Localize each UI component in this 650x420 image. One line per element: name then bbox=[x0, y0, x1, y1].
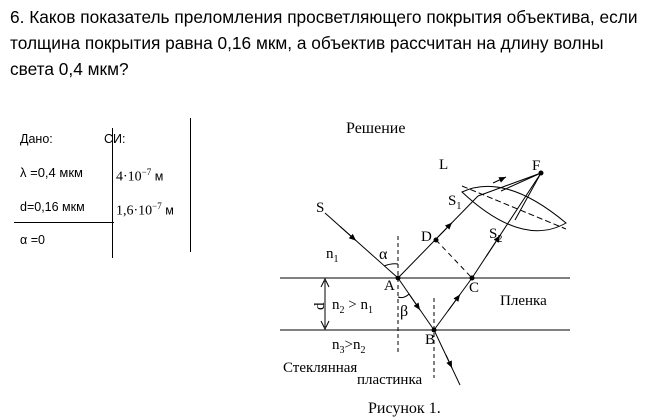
lens-axis bbox=[462, 186, 566, 229]
si-lambda: $4\cdot 10^{-7}$ м bbox=[116, 167, 164, 185]
label-n1: $n_1$ bbox=[326, 246, 339, 265]
label-film: Пленка bbox=[500, 293, 547, 309]
label-glass-2: пластинка bbox=[357, 372, 423, 388]
given-thickness: d=0,16 мкм bbox=[20, 200, 85, 214]
si-header: СИ: bbox=[104, 132, 126, 146]
given-lambda: λ =0,4 мкм bbox=[20, 165, 83, 180]
label-L: L bbox=[439, 157, 449, 173]
figure-caption: Рисунок 1. bbox=[368, 400, 441, 417]
label-B: B bbox=[425, 332, 436, 348]
lens bbox=[462, 186, 566, 230]
label-S1: $S_1$ bbox=[448, 193, 462, 212]
given-header: Дано: bbox=[20, 132, 53, 146]
label-d: d bbox=[312, 302, 328, 310]
label-A: A bbox=[384, 278, 395, 294]
label-D: D bbox=[421, 229, 432, 245]
label-S: S bbox=[316, 200, 325, 216]
figure-title: Решение bbox=[346, 120, 406, 137]
given-alpha: α =0 bbox=[20, 233, 45, 247]
problem-text: 6. Каков показатель преломления просветляющего покрытия объектива, если толщина покрытия равна 0,16 мкм, а объектив рассчитан на длину волны света 0,4 мкм? bbox=[10, 7, 638, 79]
label-alpha: α bbox=[379, 246, 388, 263]
label-glass-1: Стеклянная bbox=[283, 360, 358, 376]
label-C: C bbox=[469, 280, 480, 296]
label-n2-gt-n1: $n_2 > n_1$ bbox=[332, 297, 373, 316]
label-n3-gt-n2: $n_3>n_2$ bbox=[332, 337, 366, 356]
label-S2: $S_2$ bbox=[489, 226, 503, 245]
wavefront-DC bbox=[436, 240, 472, 278]
label-F: F bbox=[532, 158, 541, 174]
label-beta: β bbox=[400, 303, 409, 320]
si-thickness: $1,6\cdot 10^{-7}$ м bbox=[116, 201, 174, 219]
